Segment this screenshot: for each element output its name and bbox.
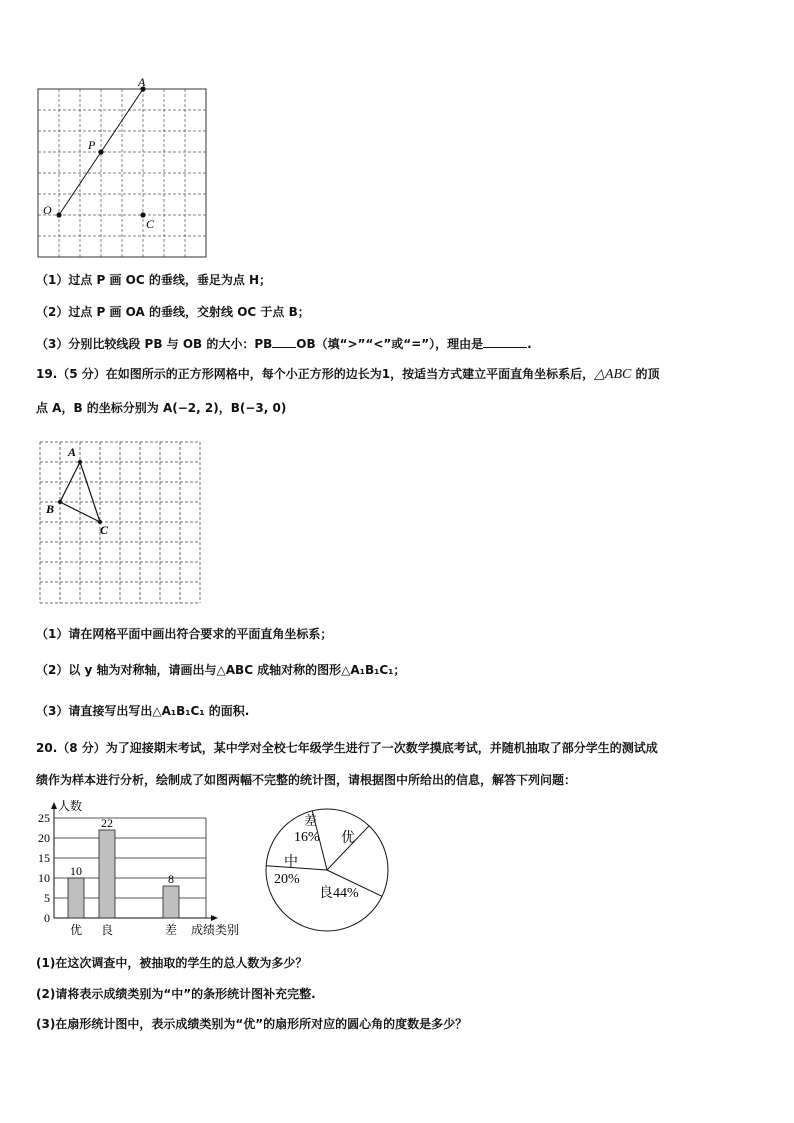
q20-stem-line1: 20.（8 分）为了迎接期末考试，某中学对全校七年级学生进行了一次数学摸底考试，并随机抽取了部分学生的测试成 <box>36 741 658 755</box>
bar-chart <box>28 796 258 940</box>
q19-stem-line1 <box>36 366 660 383</box>
q18-figure-grid <box>36 76 212 262</box>
q19-figure-grid <box>36 438 206 608</box>
point-O <box>56 212 61 217</box>
pie-label-you: 优 <box>341 831 355 846</box>
y-tick-label: 0 <box>44 911 50 925</box>
pie-percent-zhong: 20% <box>274 872 300 887</box>
q18-part3-b: OB（填“>”“<”或“=”），理由是 <box>296 337 484 351</box>
point-C <box>140 212 145 217</box>
bar-3 <box>163 886 179 918</box>
q19-part3: （3）请直接写出写出△A₁B₁C₁ 的面积. <box>36 704 250 718</box>
pie-label-liang: 良44% <box>319 886 359 901</box>
pie-label-cha: 差 <box>304 813 318 828</box>
q19-stem-line2: 点 A，B 的坐标分别为 A(−2, 2)，B(−3, 0) <box>36 401 287 415</box>
q19-part1: （1）请在网格平面中画出符合要求的平面直角坐标系； <box>36 627 333 641</box>
q19-stem-text: 19.（5 分）在如图所示的正方形网格中，每个小正方形的边长为1，按适当方式建立平面直角坐标系后， <box>36 367 595 381</box>
bar-0 <box>68 878 84 918</box>
label-C: C <box>100 523 109 537</box>
y-tick-label: 15 <box>38 851 50 865</box>
y-tick-label: 5 <box>44 891 50 905</box>
q18-part2: （2）过点 P 画 OA 的垂线，交射线 OC 于点 B； <box>36 305 310 319</box>
label-O: O <box>43 203 52 217</box>
q19-triangle: △ABC <box>594 367 632 382</box>
q19-part2: （2）以 y 轴为对称轴，请画出与△ABC 成轴对称的图形△A₁B₁C₁； <box>36 663 406 677</box>
label-B: B <box>46 502 55 516</box>
q20-stem-line2: 绩作为样本进行分析，绘制成了如图两幅不完整的统计图，请根据图中所给出的信息，解答下列问题： <box>36 773 577 787</box>
q20-part2: (2)请将表示成绩类别为“中”的条形统计图补充完整. <box>36 987 316 1001</box>
answer-blank[interactable] <box>272 335 296 348</box>
x-category-label: 差 <box>164 923 178 937</box>
label-A: A <box>68 445 77 459</box>
q18-part3 <box>36 335 532 352</box>
answer-blank[interactable] <box>483 335 527 348</box>
label-A: A <box>138 76 146 89</box>
q18-part3-a: （3）分别比较线段 PB 与 OB 的大小：PB <box>36 337 273 351</box>
q19-stem-end: 的顶 <box>631 367 660 381</box>
q20-part3: (3)在扇形统计图中，表示成绩类别为“优”的扇形所对应的圆心角的度数是多少？ <box>36 1017 468 1031</box>
bar-data-label: 10 <box>70 864 82 878</box>
pie-percent-cha: 16% <box>294 830 320 845</box>
label-C: C <box>146 217 155 231</box>
bar-1 <box>99 830 115 918</box>
q20-part1: (1)在这次调查中，被抽取的学生的总人数为多少？ <box>36 956 308 970</box>
label-P: P <box>88 138 96 152</box>
y-tick-label: 10 <box>38 871 50 885</box>
x-category-label: 优 <box>69 923 83 937</box>
pie-label-zhong: 中 <box>284 855 298 870</box>
y-axis-label: 人数 <box>58 799 83 813</box>
bar-data-label: 22 <box>101 816 113 830</box>
x-category-label: 良 <box>100 923 114 937</box>
x-axis-label: 成绩类别 <box>191 923 240 937</box>
q18-part3-end: . <box>527 337 532 351</box>
y-tick-label: 20 <box>38 831 50 845</box>
pie-chart <box>264 800 394 940</box>
bar-data-label: 8 <box>168 872 174 886</box>
point-P <box>98 149 103 154</box>
q18-part1: （1）过点 P 画 OC 的垂线，垂足为点 H； <box>36 273 272 287</box>
y-tick-label: 25 <box>38 811 50 825</box>
